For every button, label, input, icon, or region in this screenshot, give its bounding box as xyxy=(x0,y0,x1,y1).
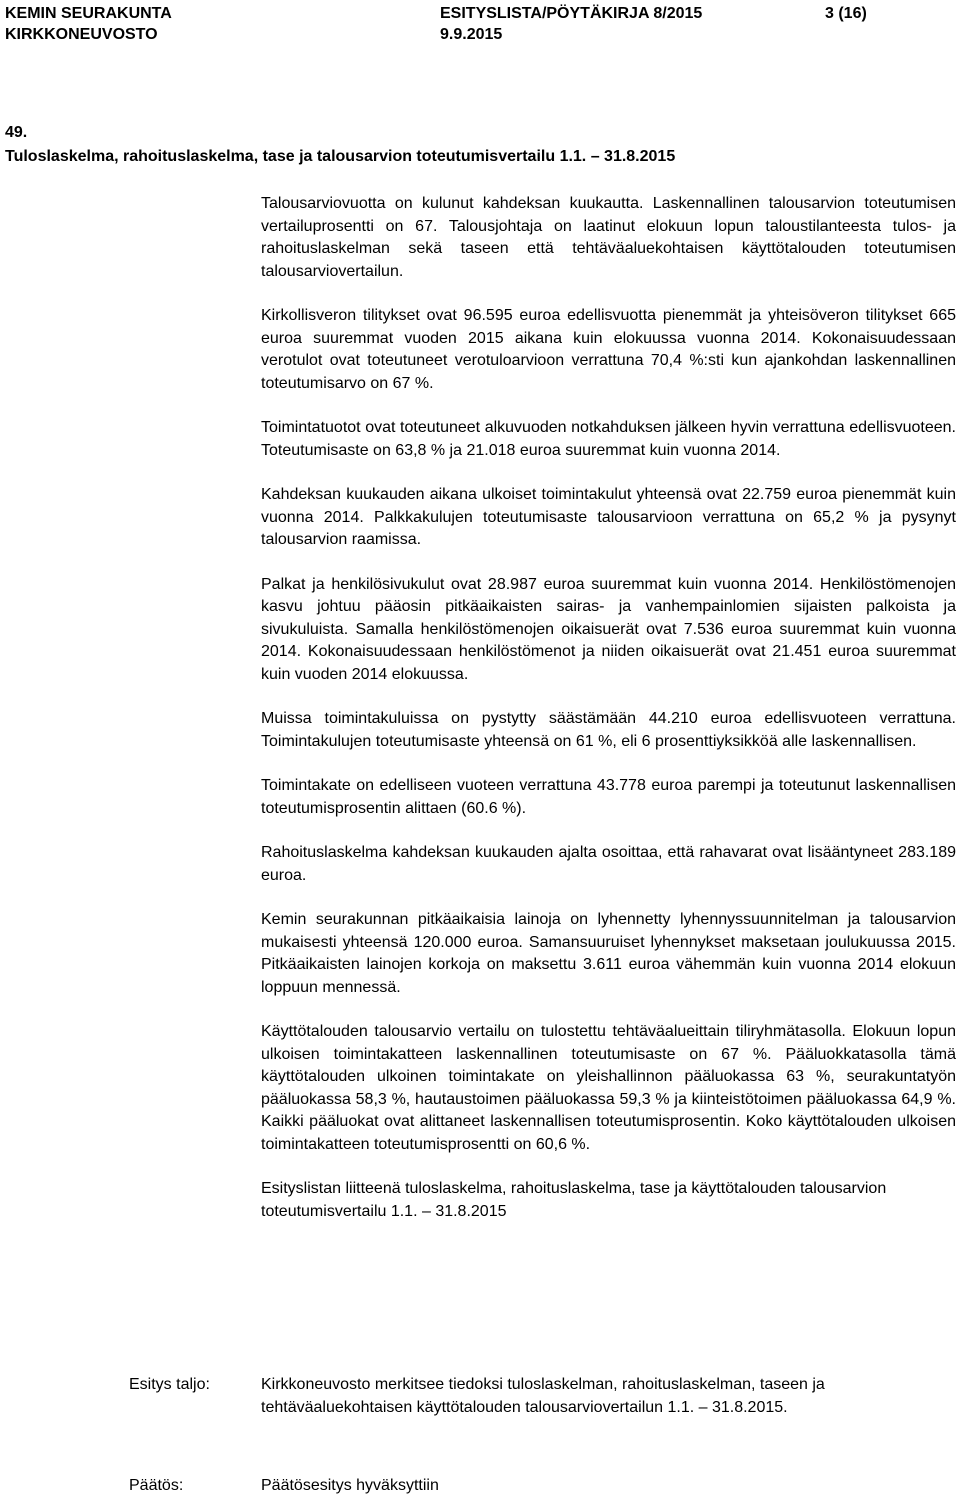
organization-name: KEMIN SEURAKUNTA xyxy=(5,5,172,22)
paragraph-attachments: Esityslistan liitteenä tuloslaskelma, rahoituslaskelma, tase ja käyttötalouden talousarvion toteutumisvertailu 1.1. – 31.8.2015 xyxy=(261,1180,887,1220)
decision-text: Päätösesitys hyväksyttiin xyxy=(261,1477,439,1494)
item-body xyxy=(261,193,956,1245)
paragraph-operating-margin: Toimintakate on edelliseen vuoteen verrattuna 43.778 euroa parempi ja toteutunut laskennallisen toteutumisprosentin alittaen (60.6 %). xyxy=(261,777,956,817)
paragraph-department-comparison: Käyttötalouden talousarvio vertailu on tulostettu tehtäväalueittain tiliryhmätasolla. Elokuun lopun ulkoisen toimintakatteen laskennallinen toteutumisaste on 67 %. Pääluokkatasolla tämä käyttötalouden ulkoinen toimintakate on yleishallinnon pääluokassa 63 %, seurakuntatyön pääluokassa 58,3 %, hautaustoimen pääluokassa 59,3 % ja kiinteistötoimen pääluokassa 64,9 %. Kaikki pääluokat ovat alittaneet laskennallisen toteutumisprosentin. Koko käyttötalouden ulkoisen toimintakatteen toteutumisprosentti on 60,6 %. xyxy=(261,1023,956,1153)
page-number: 3 (16) xyxy=(825,5,867,22)
paragraph-operating-income: Toimintatuotot ovat toteutuneet alkuvuoden notkahduksen jälkeen hyvin verrattuna edellisvuoteen. Toteutumisaste on 63,8 % ja 21.018 euroa suuremmat kuin vuonna 2014. xyxy=(261,419,956,459)
decision-label: Päätös: xyxy=(129,1477,184,1494)
item-title: Tuloslaskelma, rahoituslaskelma, tase ja talousarvion toteutumisvertailu 1.1. – 31.8.2015 xyxy=(5,148,676,165)
page-header xyxy=(5,3,955,47)
paragraph-tax-revenue: Kirkollisveron tilitykset ovat 96.595 euroa edellisvuotta pienemmät ja yhteisöveron tilitykset 665 euroa suuremmat vuoden 2015 aikana kuin elokuussa vuonna 2014. Kokonaisuudessaan verotulot ovat toteutuneet verotuloarvioon verrattuna 70,4 %:sti kun ajankohdan laskennallinen toteutumisarvo on 67 %. xyxy=(261,307,956,392)
paragraph-operating-expenses: Kahdeksan kuukauden aikana ulkoiset toimintakulut yhteensä ovat 22.759 euroa pienemmät kuin vuonna 2014. Palkkakulujen toteutumisaste talousarvioon verrattuna on 65,2 % ja pysynyt talousarvion raamissa. xyxy=(261,486,956,548)
proposal-row xyxy=(5,1374,956,1420)
document-type: ESITYSLISTA/PÖYTÄKIRJA 8/2015 xyxy=(440,5,703,22)
proposal-label: Esitys taljo: xyxy=(129,1376,210,1393)
paragraph-loans: Kemin seurakunnan pitkäaikaisia lainoja on lyhennetty lyhennyssuunnitelman ja talousarvion mukaisesti yhteensä 120.000 euroa. Samansuuruiset lyhennykset maksetaan joulukuussa 2015. Pitkäaikaisten lainojen korkoja on maksettu 3.611 euroa vähemmän kuin vuonna 2014 elokuun loppuun mennessä. xyxy=(261,911,956,996)
paragraph-budget-period: Talousarviovuotta on kulunut kahdeksan kuukautta. Laskennallinen talousarvion toteutumisen vertailuprosentti on 67. Talousjohtaja on laatinut elokuun lopun taloustilanteesta tulos- ja rahoituslaskelman sekä taseen että tehtäväaluekohtaisen käyttötalouden toteutumisen talousarviovertailun. xyxy=(261,195,956,280)
proposal-text: Kirkkoneuvosto merkitsee tiedoksi tuloslaskelman, rahoituslaskelman, taseen ja tehtäväaluekohtaisen käyttötalouden talousarviovertailun 1.1. – 31.8.2015. xyxy=(261,1376,825,1416)
item-number: 49. xyxy=(5,124,28,141)
paragraph-other-expenses: Muissa toimintakuluissa on pystytty säästämään 44.210 euroa edellisvuoteen verrattuna. Toimintakulujen toteutumisaste yhteensä on 61 %, eli 6 prosenttiyksikköä alle laskennallisen. xyxy=(261,710,956,750)
meeting-date: 9.9.2015 xyxy=(440,26,503,43)
council-name: KIRKKONEUVOSTO xyxy=(5,26,158,43)
paragraph-cash-flow: Rahoituslaskelma kahdeksan kuukauden ajalta osoittaa, että rahavarat ovat lisääntyneet 283.189 euroa. xyxy=(261,844,956,884)
paragraph-personnel-costs: Palkat ja henkilösivukulut ovat 28.987 euroa suuremmat kuin vuonna 2014. Henkilöstömenojen kasvu johtuu pääosin pitkäaikaisten sairas- ja vanhempainlomien sijaisten palkoista ja sivukuluista. Samalla henkilöstömenojen oikaisuerät ovat 7.536 euroa suuremmat kuin vuonna 2014. Kokonaisuudessaan henkilöstömenot ja niiden oikaisuerät ovat 21.451 euroa suuremmat kuin vuoden 2014 elokuussa. xyxy=(261,575,956,683)
decision-row xyxy=(5,1475,956,1498)
